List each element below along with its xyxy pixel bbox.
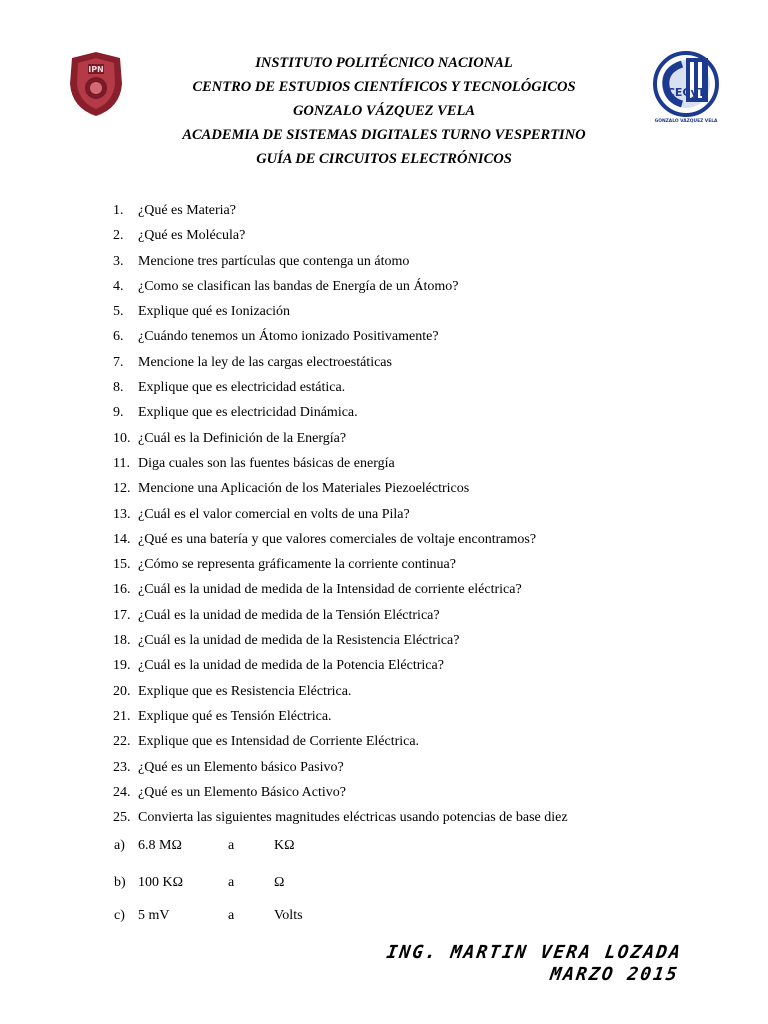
document-header (0, 51, 768, 171)
question-item: 9. Explique que es electricidad Dinámica. (113, 405, 358, 421)
conversion-item: b) 100 KΩ a Ω (114, 875, 285, 890)
question-item: 20. Explique que es Resistencia Eléctrica. (113, 683, 352, 699)
question-item: 25. Convierta las siguientes magnitudes eléctricas usando potencias de base diez (113, 810, 568, 826)
question-item: 19. ¿Cuál es la unidad de medida de la Potencia Eléctrica? (113, 658, 444, 674)
question-item: 5. Explique qué es Ionización (113, 304, 291, 320)
document-date: MARZO 2015 (548, 964, 680, 985)
svg-text:CECyT: CECyT (666, 86, 706, 99)
svg-text:GONZALO VÁZQUEZ VELA: GONZALO VÁZQUEZ VELA (654, 119, 718, 124)
conversion-item: a) 6.8 MΩ a KΩ (114, 838, 295, 853)
question-item: 22. Explique que es Intensidad de Corriente Eléctrica. (113, 734, 420, 750)
question-list (113, 198, 733, 830)
question-item: 11. Diga cuales son las fuentes básicas de energía (113, 455, 395, 471)
question-item: 1. ¿Qué es Materia? (113, 203, 236, 218)
question-item: 4. ¿Como se clasifican las bandas de Energía de un Átomo? (113, 278, 459, 294)
center-title: CENTRO DE ESTUDIOS CIENTÍFICOS Y TECNOLÓGICOS (192, 79, 576, 95)
guide-title: GUÍA DE CIRCUITOS ELECTRÓNICOS (256, 151, 512, 167)
institution-title: INSTITUTO POLITÉCNICO NACIONAL (255, 55, 513, 71)
question-item: 14. ¿Qué es una batería y que valores comerciales de voltaje encontramos? (113, 531, 537, 547)
question-item: 10. ¿Cuál es la Definición de la Energía? (113, 430, 347, 446)
question-item: 12. Mencione una Aplicación de los Materiales Piezoeléctricos (113, 481, 470, 497)
question-item: 6. ¿Cuándo tenemos un Átomo ionizado Positivamente? (113, 329, 439, 345)
svg-text:IPN: IPN (88, 65, 104, 74)
question-item: 2. ¿Qué es Molécula? (113, 228, 246, 244)
question-item: 8. Explique que es electricidad estática. (113, 380, 346, 396)
author-name: ING. MARTIN VERA LOZADA (384, 942, 684, 963)
question-item: 21. Explique qué es Tensión Eléctrica. (113, 708, 332, 724)
question-item: 7. Mencione la ley de las cargas electroestáticas (113, 354, 392, 370)
question-item: 17. ¿Cuál es la unidad de medida de la Tensión Eléctrica? (113, 607, 440, 623)
question-item: 3. Mencione tres partículas que contenga un átomo (113, 253, 410, 269)
academy-title: ACADEMIA DE SISTEMAS DIGITALES TURNO VESPERTINO (182, 127, 586, 143)
question-item: 15. ¿Cómo se representa gráficamente la corriente continua? (113, 557, 456, 573)
question-item: 18. ¿Cuál es la unidad de medida de la Resistencia Eléctrica? (113, 633, 460, 649)
school-name: GONZALO VÁZQUEZ VELA (292, 103, 476, 119)
question-item: 23. ¿Qué es un Elemento básico Pasivo? (113, 759, 344, 775)
conversion-item: c) 5 mV a Volts (114, 908, 303, 923)
question-item: 24. ¿Qué es un Elemento Básico Activo? (113, 784, 346, 800)
question-item: 13. ¿Cuál es el valor comercial en volts de una Pila? (113, 506, 410, 522)
question-item: 16. ¿Cuál es la unidad de medida de la Intensidad de corriente eléctrica? (113, 582, 522, 598)
signature-block (382, 942, 683, 986)
